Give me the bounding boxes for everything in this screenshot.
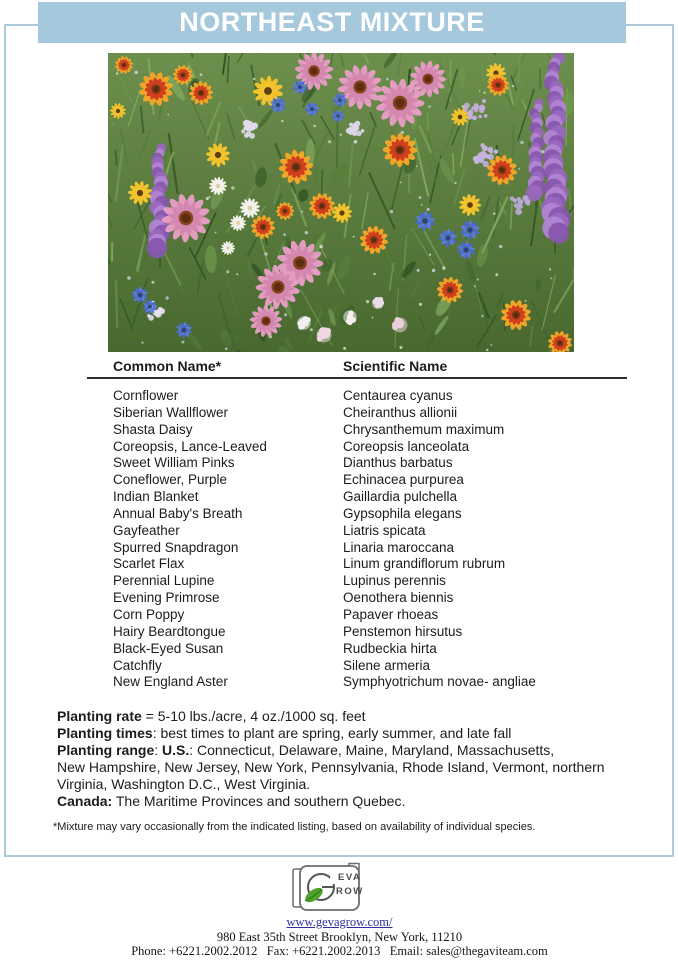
species-table bbox=[87, 356, 627, 691]
species-row bbox=[87, 388, 627, 405]
common-name: Siberian Wallflower bbox=[113, 404, 229, 420]
species-row bbox=[87, 641, 627, 658]
table-header-row bbox=[87, 356, 627, 376]
species-row bbox=[87, 624, 627, 641]
scientific-name: Centaurea cyanus bbox=[343, 388, 453, 403]
species-row bbox=[87, 573, 627, 590]
species-row bbox=[87, 405, 627, 422]
scientific-name: Coreopsis lanceolata bbox=[343, 438, 470, 454]
scientific-name: Oenothera biennis bbox=[343, 590, 454, 606]
common-name: Spurred Snapdragon bbox=[113, 539, 239, 555]
planting-line: Planting times: best times to plant are spring, early summer, and late fall bbox=[57, 725, 512, 741]
common-name: Shasta Daisy bbox=[113, 421, 193, 437]
scientific-name: Gypsophila elegans bbox=[343, 505, 462, 521]
scientific-name: Dianthus barbatus bbox=[343, 455, 453, 471]
scientific-name: Cheiranthus allionii bbox=[343, 404, 458, 420]
common-name: Scarlet Flax bbox=[113, 556, 185, 572]
species-row bbox=[87, 455, 627, 472]
species-row bbox=[87, 658, 627, 675]
species-row bbox=[87, 489, 627, 506]
scientific-name: Chrysanthemum maximum bbox=[343, 421, 505, 437]
species-row bbox=[87, 523, 627, 540]
scientific-name: Echinacea purpurea bbox=[343, 472, 464, 488]
wildflower-photo bbox=[108, 53, 574, 352]
scientific-name: Linum grandiflorum rubrum bbox=[343, 556, 506, 572]
planting-line: Planting rate = 5-10 lbs./acre, 4 oz./1000 sq. feet bbox=[57, 708, 366, 724]
footer bbox=[0, 915, 679, 958]
common-name: Perennial Lupine bbox=[113, 573, 215, 589]
contact-line: Phone: +6221.2002.2012 Fax: +6221.2002.2013 Email: sales@thegaviteam.com bbox=[131, 944, 548, 958]
disclaimer-note: *Mixture may vary occasionally from the indicated listing, based on availability of individual species. bbox=[53, 821, 536, 833]
page-title: NORTHEAST MIXTURE bbox=[179, 7, 485, 37]
scientific-name: Gaillardia pulchella bbox=[343, 489, 458, 505]
logo-text-row: ROW bbox=[336, 886, 364, 897]
common-name: Annual Baby's Breath bbox=[113, 505, 243, 521]
column-header-common-name: Common Name* bbox=[113, 358, 222, 374]
species-row bbox=[87, 556, 627, 573]
common-name: Hairy Beardtongue bbox=[113, 623, 226, 639]
common-name: Black-Eyed Susan bbox=[113, 640, 224, 656]
scientific-name: Symphyotrichum novae- angliae bbox=[343, 674, 536, 690]
species-row bbox=[87, 472, 627, 489]
common-name: Cornflower bbox=[113, 388, 179, 403]
scientific-name: Papaver rhoeas bbox=[343, 606, 439, 622]
scientific-name: Liatris spicata bbox=[343, 522, 426, 538]
species-rows bbox=[87, 379, 627, 691]
geva-grow-logo bbox=[291, 862, 371, 914]
planting-line: New Hampshire, New Jersey, New York, Pennsylvania, Rhode Island, Vermont, northern bbox=[57, 759, 605, 775]
common-name: Coneflower, Purple bbox=[113, 472, 228, 488]
address-line: 980 East 35th Street Brooklyn, New York, 11210 bbox=[216, 930, 463, 944]
planting-line: Planting range: U.S.: Connecticut, Delaware, Maine, Maryland, Massachusetts, bbox=[57, 742, 555, 758]
species-row bbox=[87, 607, 627, 624]
scientific-name: Lupinus perennis bbox=[343, 573, 446, 589]
species-row bbox=[87, 439, 627, 456]
species-row bbox=[87, 590, 627, 607]
species-row bbox=[87, 422, 627, 439]
planting-info bbox=[57, 708, 647, 810]
common-name: Catchfly bbox=[113, 657, 162, 673]
wildflower-photo-art bbox=[108, 53, 574, 352]
common-name: Evening Primrose bbox=[113, 590, 220, 606]
species-row bbox=[87, 506, 627, 523]
planting-line: Canada: The Maritime Provinces and southern Quebec. bbox=[57, 793, 406, 809]
logo-text-eva: EVA bbox=[338, 872, 362, 883]
planting-line: Virginia, Washington D.C., West Virginia. bbox=[57, 776, 311, 792]
scientific-name: Rudbeckia hirta bbox=[343, 640, 437, 656]
common-name: Corn Poppy bbox=[113, 606, 185, 622]
column-header-scientific-name: Scientific Name bbox=[343, 358, 448, 374]
common-name: Gayfeather bbox=[113, 522, 180, 538]
species-row bbox=[87, 674, 627, 691]
common-name: New England Aster bbox=[113, 674, 228, 690]
scientific-name: Silene armeria bbox=[343, 657, 431, 673]
scientific-name: Linaria maroccana bbox=[343, 539, 455, 555]
title-banner bbox=[38, 2, 626, 43]
scientific-name: Penstemon hirsutus bbox=[343, 623, 463, 639]
common-name: Sweet William Pinks bbox=[113, 455, 235, 471]
website-link[interactable]: www.gevagrow.com/ bbox=[286, 915, 393, 929]
common-name: Indian Blanket bbox=[113, 489, 199, 505]
species-row bbox=[87, 540, 627, 557]
common-name: Coreopsis, Lance-Leaved bbox=[113, 438, 267, 454]
